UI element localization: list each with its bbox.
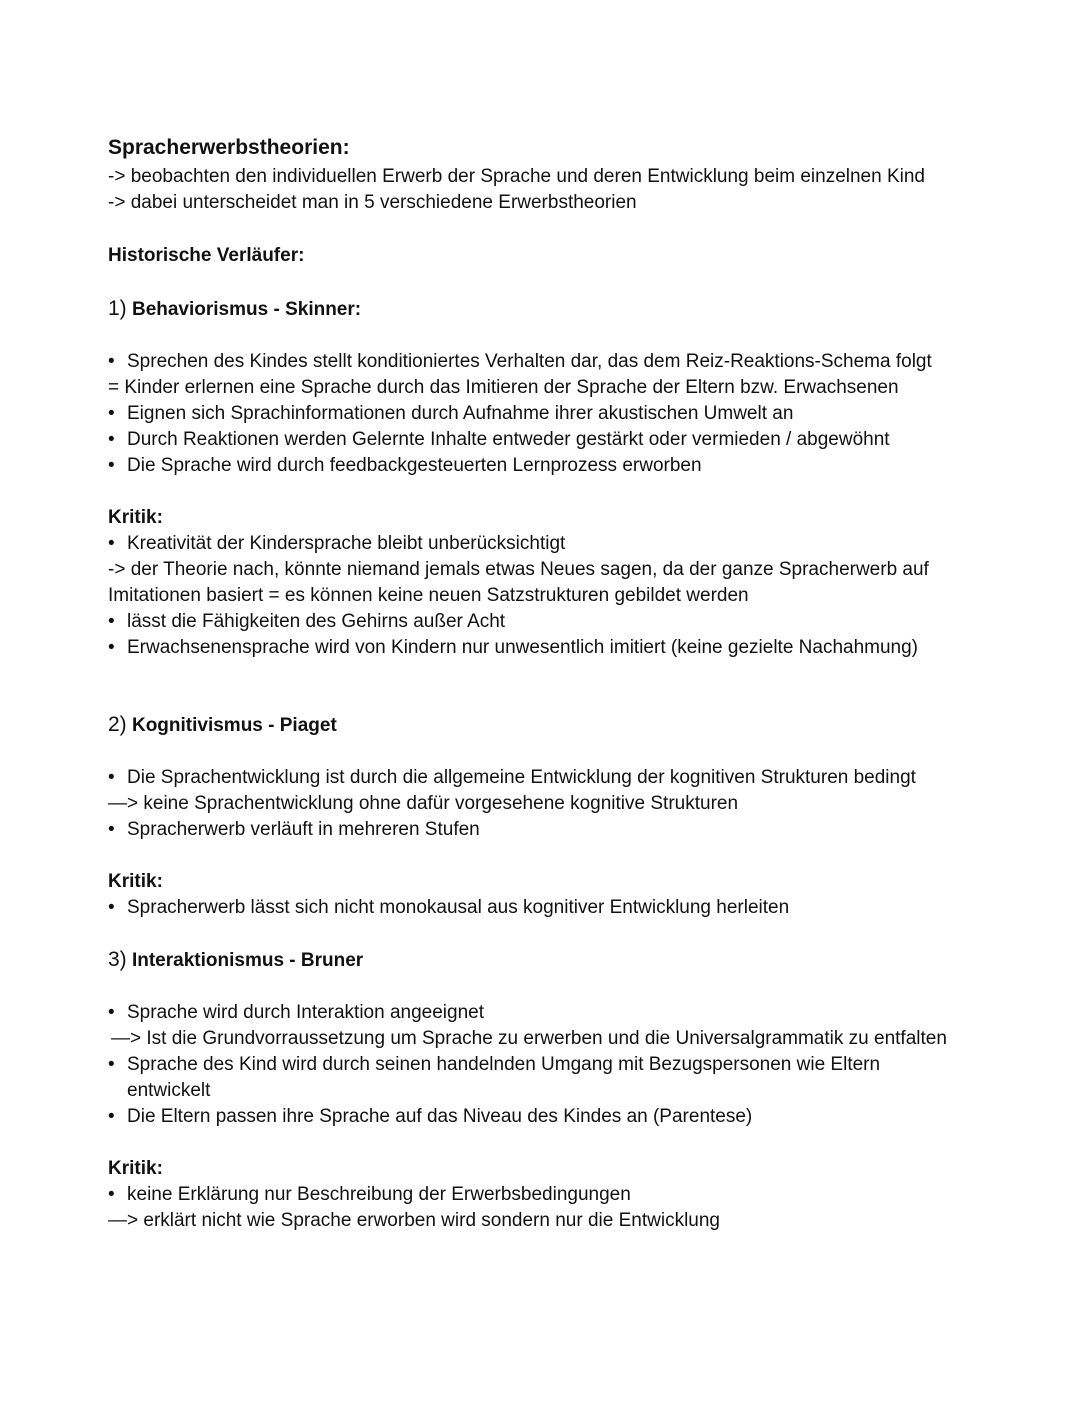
list-item: = Kinder erlernen eine Sprache durch das Imitieren der Sprache der Eltern bzw. Erwachsenen bbox=[108, 377, 899, 398]
page-title: Spracherwerbstheorien: bbox=[108, 136, 350, 159]
bullet-icon: • bbox=[108, 1106, 115, 1127]
critique-item: —> erklärt nicht wie Sprache erworben wird sondern nur die Entwicklung bbox=[108, 1210, 720, 1231]
bullet-icon: • bbox=[108, 429, 115, 450]
list-item: —> keine Sprachentwicklung ohne dafür vorgesehene kognitive Strukturen bbox=[108, 793, 739, 814]
bullet-icon: • bbox=[108, 351, 115, 372]
bullet-icon: • bbox=[108, 897, 115, 918]
bullet-icon: • bbox=[108, 1184, 115, 1205]
list-item: Eignen sich Sprachinformationen durch Aufnahme ihrer akustischen Umwelt an bbox=[127, 403, 794, 424]
section-heading bbox=[108, 947, 363, 974]
list-item: —> Ist die Grundvorraussetzung um Sprache zu erwerben und die Universalgrammatik zu entfalten bbox=[111, 1028, 947, 1049]
bullet-icon: • bbox=[108, 1054, 115, 1075]
critique-label: Kritik: bbox=[108, 507, 163, 528]
list-item: Die Eltern passen ihre Sprache auf das Niveau des Kindes an (Parentese) bbox=[127, 1106, 753, 1127]
list-item: Die Sprache wird durch feedbackgesteuerten Lernprozess erworben bbox=[127, 455, 702, 476]
bullet-icon: • bbox=[108, 455, 115, 476]
list-item: Spracherwerb verläuft in mehreren Stufen bbox=[127, 819, 480, 840]
section-number: 2) bbox=[108, 713, 127, 736]
bullet-icon: • bbox=[108, 403, 115, 424]
critique-item: Imitationen basiert = es können keine neuen Satzstrukturen gebildet werden bbox=[108, 585, 749, 606]
section-heading bbox=[108, 296, 361, 323]
historical-heading: Historische Verläufer: bbox=[108, 245, 305, 266]
critique-item: -> der Theorie nach, könnte niemand jemals etwas Neues sagen, da der ganze Spracherwerb auf bbox=[108, 559, 929, 580]
critique-item: Erwachsenensprache wird von Kindern nur unwesentlich imitiert (keine gezielte Nachahmung) bbox=[127, 637, 919, 658]
bullet-icon: • bbox=[108, 1002, 115, 1023]
intro-line: -> dabei unterscheidet man in 5 verschiedene Erwerbstheorien bbox=[108, 192, 637, 213]
list-item: Durch Reaktionen werden Gelernte Inhalte entweder gestärkt oder vermieden / abgewöhnt bbox=[127, 429, 890, 450]
bullet-icon: • bbox=[108, 819, 115, 840]
bullet-icon: • bbox=[108, 611, 115, 632]
section-title: Kognitivismus - Piaget bbox=[131, 715, 337, 736]
critique-item: Spracherwerb lässt sich nicht monokausal aus kognitiver Entwicklung herleiten bbox=[127, 897, 790, 918]
list-item: Sprechen des Kindes stellt konditioniertes Verhalten dar, das dem Reiz-Reaktions-Schema folgt bbox=[127, 351, 932, 372]
critique-item: lässt die Fähigkeiten des Gehirns außer Acht bbox=[127, 611, 506, 632]
bullet-icon: • bbox=[108, 637, 115, 658]
critique-item: Kreativität der Kindersprache bleibt unberücksichtigt bbox=[127, 533, 566, 554]
critique-label: Kritik: bbox=[108, 1158, 163, 1179]
section-title: Interaktionismus - Bruner bbox=[131, 950, 364, 971]
section-heading bbox=[108, 712, 337, 739]
list-item: entwickelt bbox=[127, 1080, 211, 1101]
bullet-icon: • bbox=[108, 533, 115, 554]
critique-label: Kritik: bbox=[108, 871, 163, 892]
section-title: Behaviorismus - Skinner: bbox=[131, 299, 362, 320]
list-item: Die Sprachentwicklung ist durch die allgemeine Entwicklung der kognitiven Strukturen bedingt bbox=[127, 767, 916, 788]
section-number: 3) bbox=[108, 948, 127, 971]
intro-line: -> beobachten den individuellen Erwerb der Sprache und deren Entwicklung beim einzelnen Kind bbox=[108, 166, 925, 187]
list-item: Sprache des Kind wird durch seinen handelnden Umgang mit Bezugspersonen wie Eltern bbox=[127, 1054, 881, 1075]
list-item: Sprache wird durch Interaktion angeeignet bbox=[127, 1002, 485, 1023]
section-number: 1) bbox=[108, 297, 127, 320]
critique-item: keine Erklärung nur Beschreibung der Erwerbsbedingungen bbox=[127, 1184, 631, 1205]
bullet-icon: • bbox=[108, 767, 115, 788]
